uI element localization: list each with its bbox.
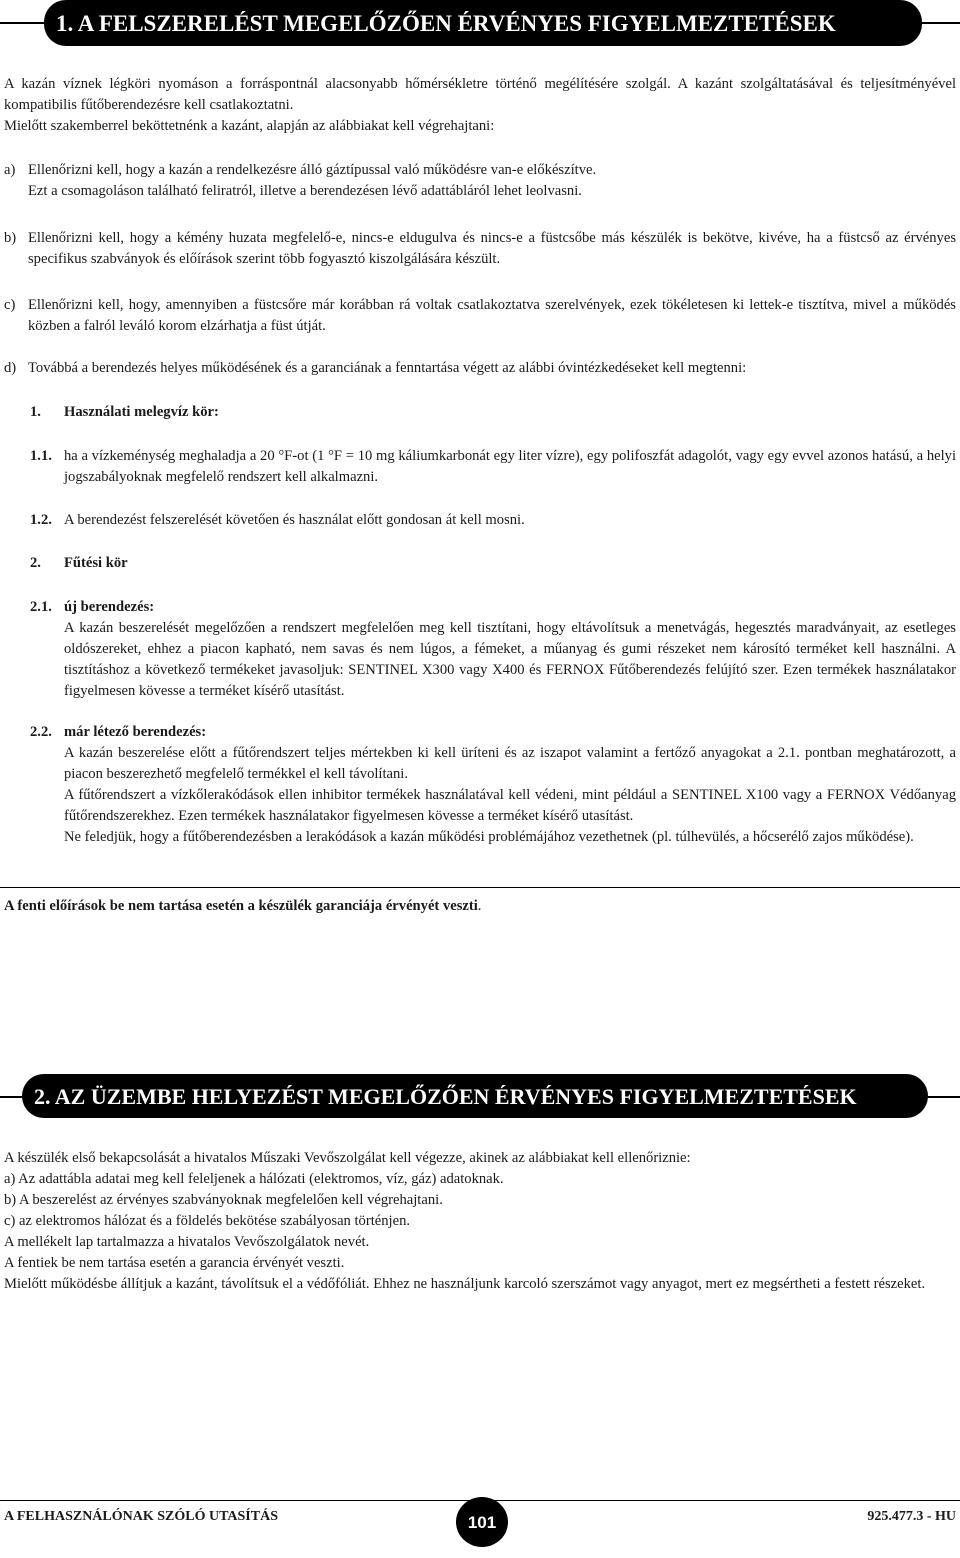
footer-right: 925.477.3 - HU (867, 1509, 956, 1524)
subsection-number: 1. (30, 404, 41, 420)
subsection-text: A kazán beszerelését megelőzően a rendszert megfelelően meg kell tisztítani, hogy eltávolítsuk a menetvágás, hegesztés maradványait, az esetleges oldószereket, ehhez a piacon kapható, nem savas és nem lúgos, a fémeket, a műanyag és gumi részeket nem károsító terméket kell használni. A tisztításhoz a következő termékeket javasoljuk: SENTINEL X300 vagy X400 és FERNOX Fűtőberendezés felújító szer. Ezen termékek használatakor figyelmesen kövesse a terméket kísérő utasítást. (64, 620, 956, 699)
subsection-1-1 (30, 446, 956, 488)
subsection-text-2: A fűtőrendszert a vízkőlerakódások ellen inhibitor termékek használatával kell védeni, mint például a SENTINEL X100 vagy a FERNOX Védőanyag fűtőrendszerekhez. Ezen termékek használatakor figyelmesen kövesse a terméket kísérő utasítást. (64, 787, 956, 824)
subsection-title: Fűtési kör (64, 555, 128, 571)
subsection-text: A berendezést felszerelését követően és használat előtt gondosan át kell mosni. (64, 512, 525, 528)
section1-title (44, 0, 922, 46)
section2-title-text: 2. AZ ÜZEMBE HELYEZÉST MEGELŐZŐEN ÉRVÉNYES FIGYELMEZTETÉSEK (34, 1083, 857, 1109)
section2-line: a) Az adattábla adatai meg kell feleljenek a hálózati (elektromos, víz, gáz) adatoknak. (4, 1171, 504, 1187)
subsection-number: 2. (30, 555, 41, 571)
intro-paragraph: A kazán víznek légköri nyomáson a forráspontnál alacsonyabb hőmérsékletre történő megélítésére szolgál. A kazánt szolgáltatásával és teljesítményével kompatibilis fűtőberendezésre kell csatlakoztatni. (4, 76, 956, 113)
item-text: Ellenőrizni kell, hogy a kazán a rendelkezésre álló gáztípussal való működésre van-e előkészítve. (28, 162, 597, 178)
warning-block (4, 896, 956, 917)
intro-block (4, 74, 956, 137)
list-item-d (4, 358, 956, 379)
section2-line: Mielőtt működésbe állítjuk a kazánt, távolítsuk el a védőfóliát. Ehhez ne használjunk karcoló szerszámot vagy anyagot, mert ez megsértheti a festett részeket. (4, 1276, 926, 1292)
warning-text: A fenti előírások be nem tartása esetén a készülék garanciája érvényét veszti (4, 898, 478, 914)
section1-title-text: 1. A FELSZERELÉST MEGELŐZŐEN ÉRVÉNYES FIGYELMEZTETÉSEK (56, 10, 836, 36)
section1-header (0, 0, 960, 50)
item-text: Ellenőrizni kell, hogy a kémény huzata megfelelő-e, nincs-e eldugulva és nincs-e a füstcsőbe más készülék is bekötve, kivéve, ha a füstcső az érvényes specifikus szabványok és előírások szerint több fogyasztó kiszolgálására készült. (28, 230, 956, 267)
warning-period: . (477, 898, 482, 914)
subsection-2-2 (30, 722, 956, 848)
item-label: b) (4, 230, 17, 246)
item-text-continued: Ezt a csomagoláson található feliratról, illetve a berendezésen lévő adattábláról lehet leolvasni. (28, 183, 582, 199)
subsection-number: 1.2. (30, 512, 52, 528)
subsection-title: új berendezés: (64, 599, 155, 615)
section2-line: b) A beszerelést az érvényes szabványoknak megfelelően kell végrehajtani. (4, 1192, 443, 1208)
section2-line: A fentiek be nem tartása esetén a garancia érvényét veszti. (4, 1255, 345, 1271)
section2-content (4, 1148, 956, 1295)
subsection-2-1 (30, 597, 956, 702)
subsection-1-heading (30, 402, 956, 423)
subsection-title: Használati melegvíz kör: (64, 404, 219, 420)
separator-line (0, 887, 960, 888)
subsection-text-3: Ne feledjük, hogy a fűtőberendezésben a lerakódások a kazán működési problémájához vezethetnek (pl. túlhevülés, a hőcserélő zajos működése). (64, 829, 914, 845)
section2-line: c) az elektromos hálózat és a földelés bekötése szabályosan történjen. (4, 1213, 411, 1229)
section2-line: A készülék első bekapcsolását a hivatalos Műszaki Vevőszolgálat kell végezze, akinek az alábbiakat kell ellenőriznie: (4, 1150, 691, 1166)
item-label: c) (4, 297, 16, 313)
footer-left: A FELHASZNÁLÓNAK SZÓLÓ UTASÍTÁS (4, 1509, 278, 1524)
section2-line: A mellékelt lap tartalmazza a hivatalos Vevőszolgálatok nevét. (4, 1234, 370, 1250)
subsection-number: 2.1. (30, 599, 52, 615)
item-label: d) (4, 360, 17, 376)
subsection-1-2 (30, 510, 956, 531)
section2-header (0, 1074, 960, 1120)
list-item-c (4, 295, 956, 337)
item-text: Ellenőrizni kell, hogy, amennyiben a füstcsőre már korábban rá voltak csatlakoztatva szerelvények, ezek tökéletesen ki lettek-e tisztítva, mivel a működés közben a falról leváló korom elzárhatja a füst útját. (28, 297, 956, 334)
subsection-number: 2.2. (30, 724, 52, 740)
subsection-number: 1.1. (30, 448, 52, 464)
section2-title (22, 1074, 928, 1118)
list-item-a (4, 160, 956, 202)
subsection-text: ha a vízkeménység meghaladja a 20 °F-ot (1 °F = 10 mg káliumkarbonát egy liter vízre), egy polifoszfát adagolót, vagy egy evvel azonos hatású, a helyi jogszabályoknak megfelelő rendszert kell alkalmazni. (64, 448, 956, 485)
page-number-badge (456, 1497, 508, 1547)
list-item-b (4, 228, 956, 270)
item-text: Továbbá a berendezés helyes működésének és a garanciának a fenntartása végett az alábbi óvintézkedéseket kell megtenni: (28, 360, 747, 376)
item-label: a) (4, 162, 16, 178)
subsection-text-1: A kazán beszerelése előtt a fűtőrendszert teljes mértekben ki kell üríteni és az iszapot valamint a fertőző anyagokat a 2.1. pontban meghatározott, a piacon beszerezhető megfelelő termékkel el kell távolítani. (64, 745, 956, 782)
page-number: 101 (467, 1512, 497, 1532)
intro-instruction: Mielőtt szakemberrel beköttetnénk a kazánt, alapján az alábbiakat kell végrehajtani: (4, 118, 495, 134)
subsection-2-heading (30, 553, 956, 574)
subsection-title: már létező berendezés: (64, 724, 207, 740)
